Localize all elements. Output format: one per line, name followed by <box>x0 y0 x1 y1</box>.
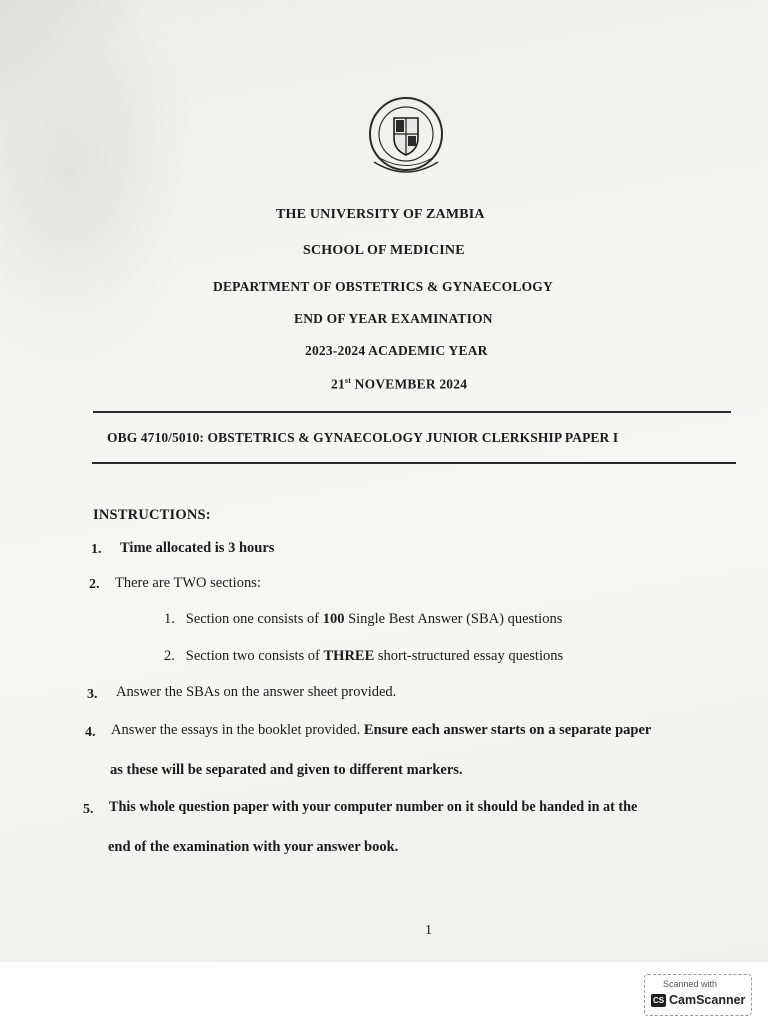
date-suffix: st <box>344 376 352 385</box>
page-fold-shadow <box>0 0 140 120</box>
instruction-number: 3. <box>87 687 98 702</box>
department-name: DEPARTMENT OF OBSTETRICS & GYNAECOLOGY <box>213 279 553 294</box>
school-name: SCHOOL OF MEDICINE <box>303 243 465 258</box>
sub-instruction-number: 2. <box>164 648 175 664</box>
instruction-text-plain: Answer the essays in the booklet provided. <box>111 722 364 738</box>
instruction-number: 4. <box>85 725 96 740</box>
camscanner-name: CamScanner <box>669 993 746 1007</box>
date-day: 21 <box>331 376 345 392</box>
camscanner-logo-icon: CS <box>652 996 665 1005</box>
sub-instruction-number: 1. <box>164 611 175 627</box>
instruction-text: There are TWO sections: <box>115 575 261 591</box>
sub-instruction-post: short-structured essay questions <box>374 648 564 664</box>
instruction-text <box>111 722 651 739</box>
divider-top <box>93 411 731 413</box>
date-rest: NOVEMBER 2024 <box>351 376 468 392</box>
instruction-text-bold: Ensure each answer starts on a separate paper <box>363 722 652 738</box>
instruction-text-continued: end of the examination with your answer book. <box>108 839 399 855</box>
sub-instruction-bold: THREE <box>323 648 375 664</box>
university-name: THE UNIVERSITY OF ZAMBIA <box>276 207 485 222</box>
page-number: 1 <box>425 923 432 938</box>
divider-bottom <box>92 462 736 464</box>
sub-instruction-pre: Section two consists of <box>185 648 324 664</box>
instruction-number: 2. <box>89 577 100 592</box>
sub-instruction <box>164 648 563 665</box>
instructions-heading: INSTRUCTIONS: <box>93 507 211 523</box>
sub-instruction-pre: Section one consists of <box>185 611 323 627</box>
instruction-text: Answer the SBAs on the answer sheet provided. <box>116 684 397 700</box>
instruction-text: This whole question paper with your computer number on it should be handed in at the <box>109 799 638 815</box>
instruction-number: 1. <box>91 542 102 557</box>
exam-date <box>331 376 467 393</box>
sub-instruction-post: Single Best Answer (SBA) questions <box>344 611 563 627</box>
sub-instruction-bold: 100 <box>322 611 345 627</box>
sub-instruction <box>164 611 562 628</box>
scanned-with-label: Scanned with <box>663 979 718 989</box>
camscanner-badge <box>644 974 752 1016</box>
exam-name: END OF YEAR EXAMINATION <box>294 311 493 326</box>
academic-year: 2023-2024 ACADEMIC YEAR <box>305 343 488 358</box>
university-seal-icon <box>366 94 446 186</box>
instruction-number: 5. <box>83 802 94 817</box>
paper-title: OBG 4710/5010: OBSTETRICS & GYNAECOLOGY JUNIOR CLERKSHIP PAPER I <box>107 430 619 445</box>
instruction-text-continued: as these will be separated and given to different markers. <box>110 762 463 778</box>
instruction-text: Time allocated is 3 hours <box>120 540 275 556</box>
